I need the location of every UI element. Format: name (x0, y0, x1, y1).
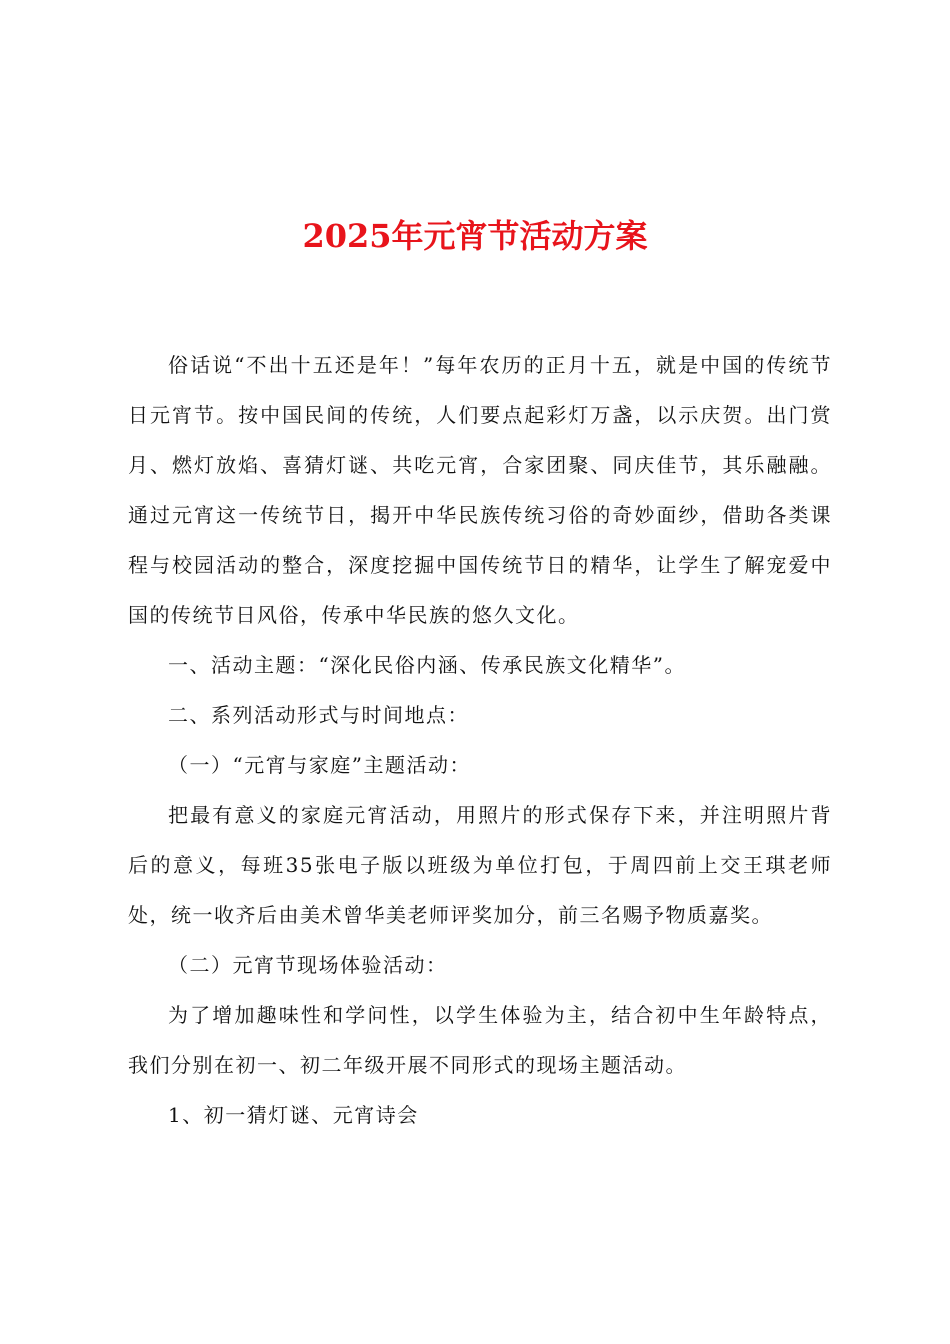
paragraph-subsection-one: （一）“元宵与家庭”主题活动： (168, 753, 471, 777)
paragraph-onsite-activity: 为了增加趣味性和学问性，以学生体验为主，结合初中生年龄特点，我们分别在初一、初二年级开展不同形式的现场主题活动。 (128, 1003, 832, 1077)
document-body (128, 340, 832, 1140)
paragraph-family-activity: 把最有意义的家庭元宵活动，用照片的形式保存下来，并注明照片背后的意义，每班35张电子版以班级为单位打包，于周四前上交王琪老师处，统一收齐后由美术曾华美老师评奖加分，前三名赐予物质嘉奖。 (128, 803, 832, 927)
paragraph-subsection-two: （二）元宵节现场体验活动： (168, 953, 448, 977)
paragraph-intro: 俗话说“不出十五还是年！”每年农历的正月十五，就是中国的传统节日元宵节。按中国民间的传统，人们要点起彩灯万盏，以示庆贺。出门赏月、燃灯放焰、喜猜灯谜、共吃元宵，合家团聚、同庆佳节，其乐融融。通过元宵这一传统节日，揭开中华民族传统习俗的奇妙面纱，借助各类课程与校园活动的整合，深度挖掘中国传统节日的精华，让学生了解宠爱中国的传统节日风俗，传承中华民族的悠久文化。 (128, 353, 832, 627)
paragraph-item-one: 1、初一猜灯谜、元宵诗会 (168, 1103, 419, 1127)
document-title: 2025年元宵节活动方案 (302, 217, 648, 255)
paragraph-section-two: 二、系列活动形式与时间地点： (168, 703, 469, 727)
paragraph-theme: 一、活动主题：“深化民俗内涵、传承民族文化精华”。 (168, 653, 686, 677)
